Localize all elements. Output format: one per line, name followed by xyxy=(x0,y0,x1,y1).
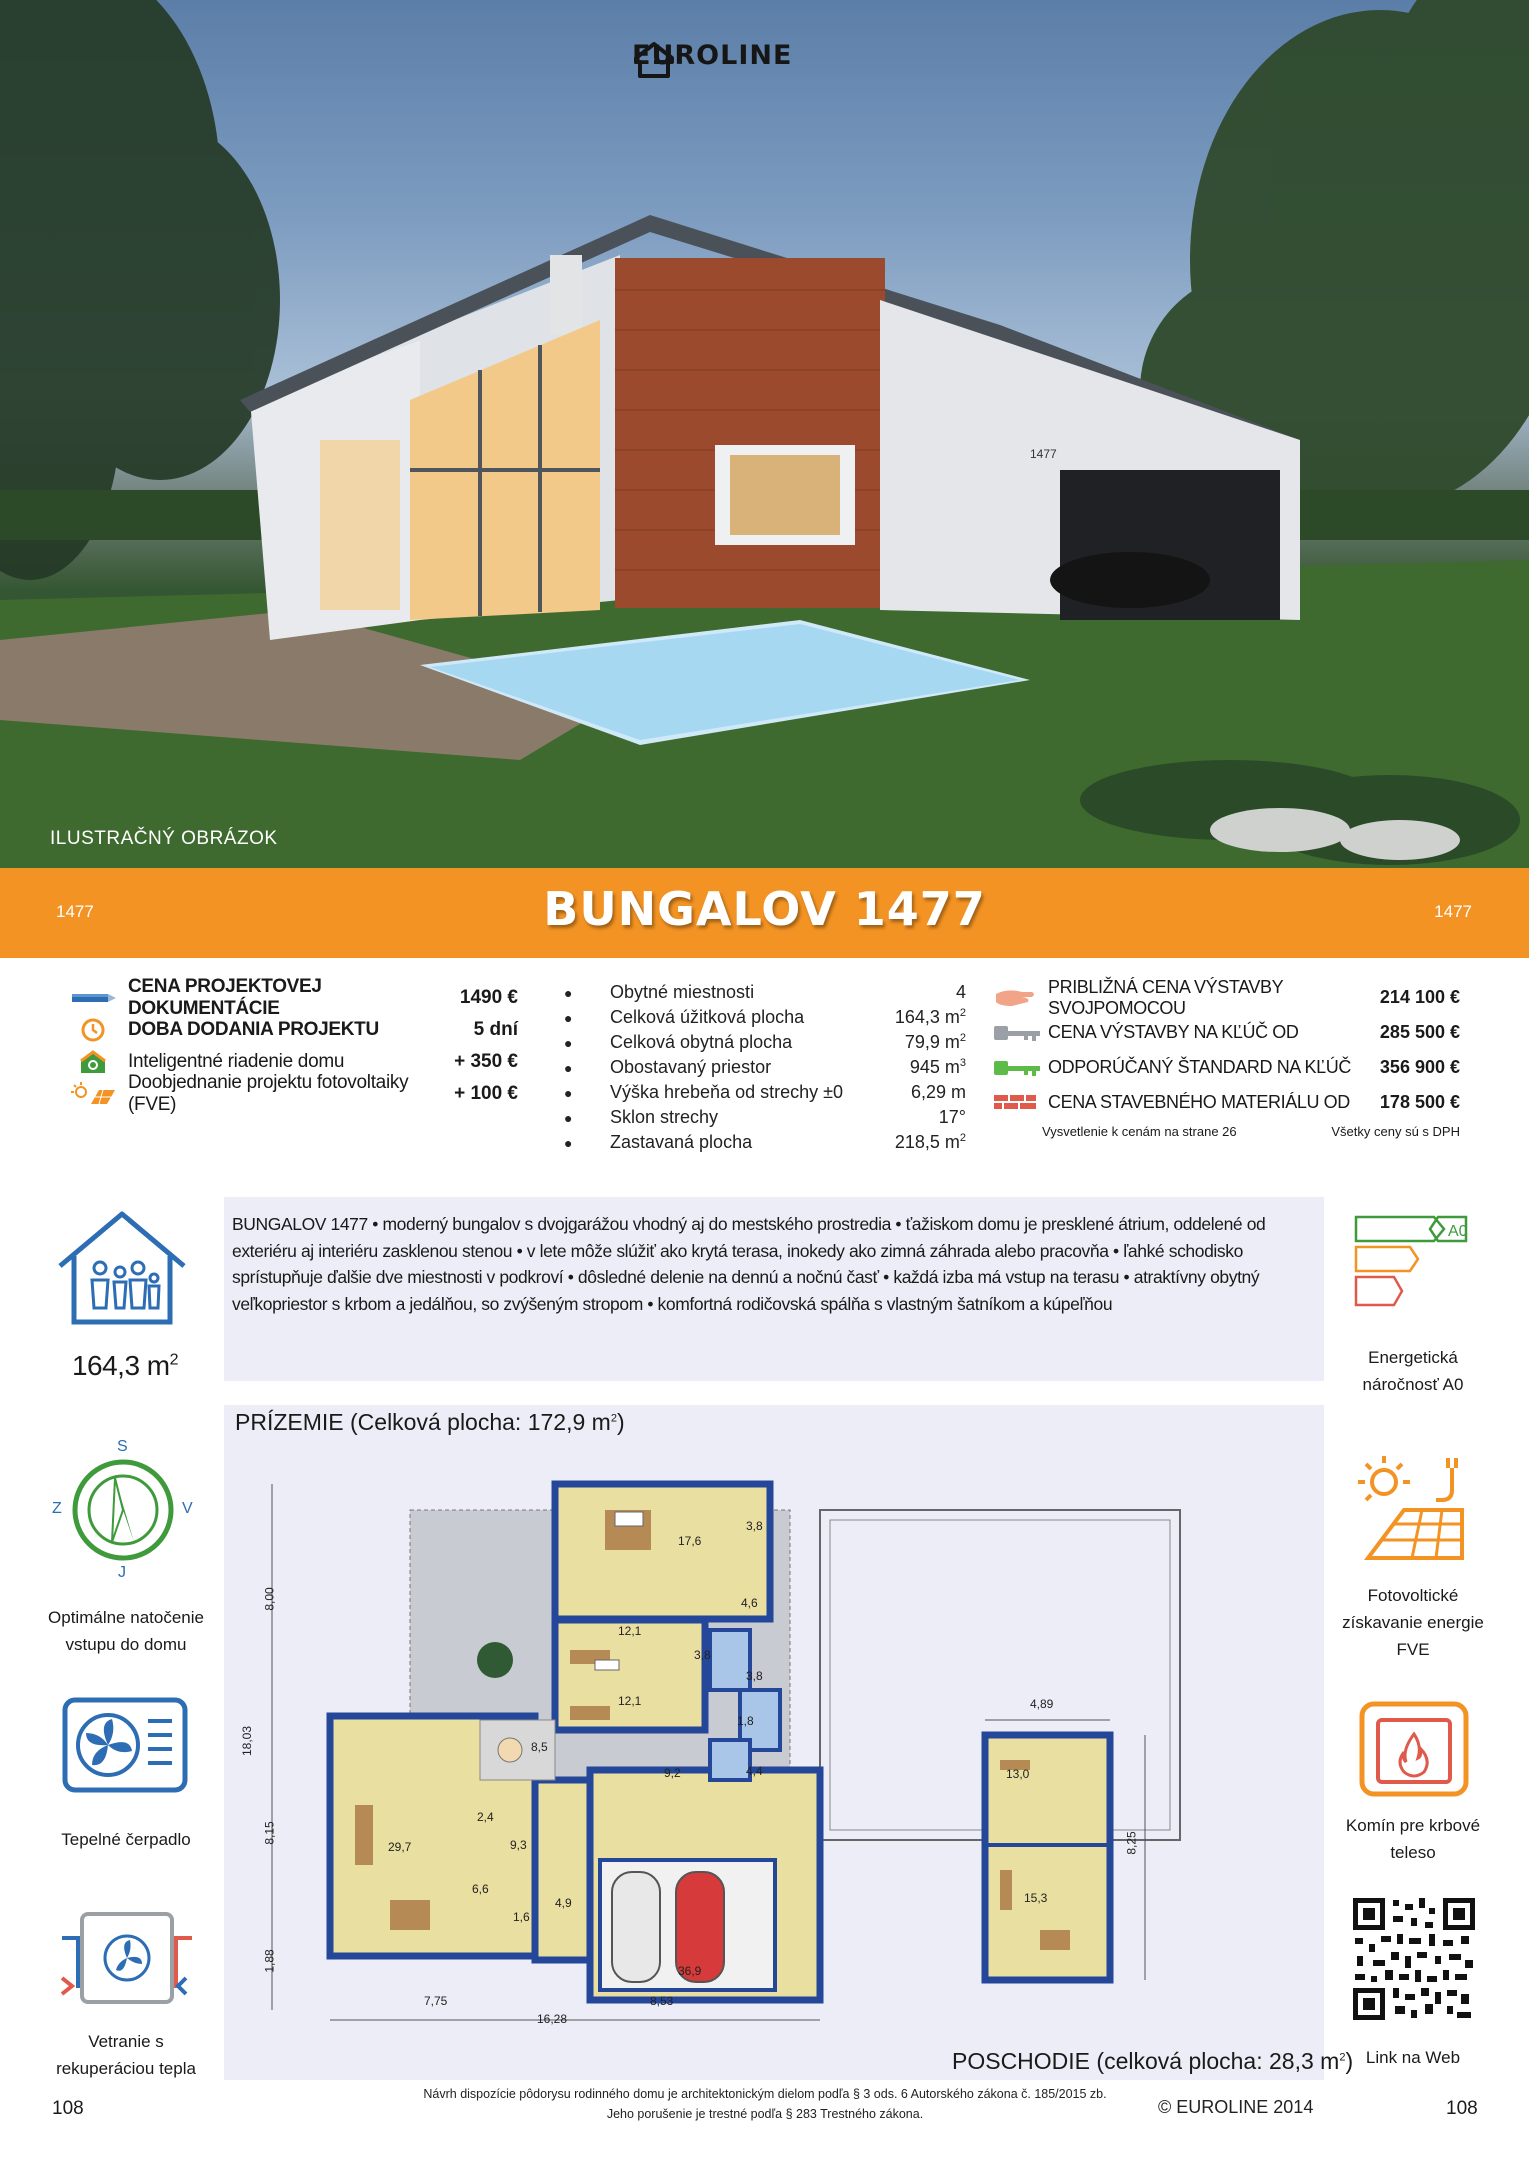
price-notes xyxy=(992,1124,1460,1139)
room-label: 3,8 xyxy=(746,1519,763,1533)
room-label: 4,6 xyxy=(741,1596,758,1610)
ventilation-icon xyxy=(58,1908,196,2008)
room-label: 4,4 xyxy=(746,1764,763,1778)
room-label: 6,6 xyxy=(472,1882,489,1896)
param-row: ● Výška hrebeňa od strechy ±0 6,29 m xyxy=(564,1082,966,1102)
fireplace-caption: Komín pre krbové teleso xyxy=(1345,1816,1481,1862)
compass-icon xyxy=(48,1440,198,1580)
compass-south: J xyxy=(118,1564,126,1581)
qr-code[interactable] xyxy=(1349,1894,1479,2024)
page-number-right: 108 xyxy=(1446,2098,1478,2119)
project-price-list xyxy=(58,976,518,1115)
energy-class-text: A0 xyxy=(1448,1223,1468,1240)
svg-text:1477: 1477 xyxy=(1030,447,1057,461)
delivery-time-row: DOBA DODANIA PROJEKTU 5 dní xyxy=(58,1014,518,1046)
title-band xyxy=(0,868,1529,958)
param-row: ● Obostavaný priestor 945 $m^3$ xyxy=(564,1057,966,1077)
house-family-icon xyxy=(52,1208,192,1330)
hero-image xyxy=(0,0,1529,868)
house-parameters xyxy=(560,980,966,1155)
self-build-price-row: PRIBLIŽNÁ CENA VÝSTAVBY SVOJPOMOCOU 214 100 € xyxy=(992,980,1460,1015)
pencil-icon xyxy=(58,984,128,1012)
param-row: ● Zastavaná plocha 218,5 $m^2$ xyxy=(564,1132,966,1152)
dimension-label: 18,03 xyxy=(240,1725,255,1757)
room-label: 12,1 xyxy=(618,1624,642,1638)
brand-name: EUROLINE xyxy=(632,40,793,71)
room-label: 1,6 xyxy=(513,1910,530,1924)
copyright: © EUROLINE 2014 xyxy=(1158,2097,1314,2117)
heat-pump-icon xyxy=(62,1697,188,1799)
smart-home-row: Inteligentné riadenie domu + 350 € xyxy=(58,1046,518,1078)
turnkey-price-row: CENA VÝSTAVBY NA KĽÚČ OD 285 500 € xyxy=(992,1015,1460,1050)
construction-prices xyxy=(992,976,1460,1139)
param-row: ● Celková obytná plocha 79,9 $m^2$ xyxy=(564,1032,966,1052)
illustration-caption: ILUSTRAČNÝ OBRÁZOK xyxy=(50,828,278,849)
hand-icon xyxy=(992,986,1048,1010)
house-description: BUNGALOV 1477 • moderný bungalov s dvojgarážou vhodný aj do mestského prostredia • ťažiskom domu je presklené átrium, oddelené od exteriéru aj interiéru zasklenou stenou • v lete môže slúžiť ako krytá terasa, inokedy ako zimná záhrada alebo pracovňa • ľahké schodisko sprístupňuje ďalšie dve miestnosti v podkroví • dôsledné delenie na dennú a nočnú časť • každá izba má vstup na terasu • atraktívny obytný veľkopriestor s krbom a jedálňou, so zvýšeným stropom • komfortná rodičovská spálňa s vlastným šatníkom a kúpeľňou xyxy=(224,1197,1324,1381)
smart-home-icon xyxy=(58,1048,128,1076)
param-row: ● Obytné miestnosti 4 xyxy=(564,982,966,1002)
upper-floor-title: POSCHODIE (celková plocha: 28,3 $m^2$) xyxy=(952,2048,1354,2074)
room-label: 8,5 xyxy=(531,1740,548,1754)
dimension-label: 16,28 xyxy=(537,2012,568,2026)
vat-note: Všetky ceny sú s DPH xyxy=(1331,1124,1460,1139)
dimension-label: 8,25 xyxy=(1124,1831,1139,1855)
room-label: 4,9 xyxy=(555,1896,572,1910)
dimension-label: 8,15 xyxy=(262,1821,277,1845)
project-title: BUNGALOV 1477 xyxy=(543,882,986,936)
dimension-label: 1,88 xyxy=(262,1949,277,1973)
param-row: ● Sklon strechy 17° xyxy=(564,1107,966,1127)
dimension-label: 8,53 xyxy=(650,1994,674,2008)
house-logo-icon xyxy=(632,40,676,80)
house-illustration xyxy=(0,0,1529,868)
key-grey-icon xyxy=(992,1021,1048,1045)
dimension-label: 7,75 xyxy=(424,1994,448,2008)
euroline-logo xyxy=(632,40,792,71)
room-label: 29,7 xyxy=(388,1840,412,1854)
compass-west: Z xyxy=(52,1500,62,1517)
room-label: 12,1 xyxy=(618,1694,642,1708)
fireplace-icon xyxy=(1358,1700,1470,1800)
heat-pump-caption: Tepelné čerpadlo xyxy=(61,1830,191,1849)
room-label: 9,3 xyxy=(510,1838,527,1852)
bricks-icon xyxy=(992,1091,1048,1115)
project-code-left: 1477 xyxy=(56,902,94,921)
energy-label-icon xyxy=(1354,1213,1470,1309)
qr-caption: Link na Web xyxy=(1365,2048,1461,2067)
dimension-label: 8,00 xyxy=(262,1587,277,1611)
pv-project-row: Doobjednanie projektu fotovoltaiky (FVE) + 100 € xyxy=(58,1078,518,1110)
room-label: 13,0 xyxy=(1006,1767,1030,1781)
energy-caption: Energetická náročnosť A0 xyxy=(1362,1348,1464,1394)
room-label: 3,8 xyxy=(746,1669,763,1683)
clock-icon xyxy=(58,1016,128,1044)
project-doc-price-row: CENA PROJEKTOVEJ DOKUMENTÁCIE 1490 € xyxy=(58,982,518,1014)
room-label: 1,8 xyxy=(737,1714,754,1728)
usable-area: 164,3 $m^2$ xyxy=(71,1350,179,1381)
param-row: ● Celková úžitková plocha 164,3 $m^2$ xyxy=(564,1007,966,1027)
room-label: 3,8 xyxy=(694,1648,711,1662)
dimension-label: 4,89 xyxy=(1030,1697,1054,1711)
pv-caption: Fotovoltické získavanie energie FVE xyxy=(1342,1586,1484,1659)
material-price-row: CENA STAVEBNÉHO MATERIÁLU OD 178 500 € xyxy=(992,1085,1460,1120)
floor-plan-drawing xyxy=(240,1470,1320,2040)
project-code-right: 1477 xyxy=(1434,902,1472,921)
solar-panel-icon xyxy=(58,1080,128,1108)
room-label: 2,4 xyxy=(477,1810,494,1824)
page-number-left: 108 xyxy=(52,2098,84,2119)
legal-notice: Návrh dispozície pôdorysu rodinného domu je architektonickým dielom podľa § 3 ods. 6 Autorského zákona č. 185/2015 zb. Jeho porušenie je trestné podľa § 283 Trestného zákona. xyxy=(423,2087,1107,2121)
orientation-caption: Optimálne natočenie vstupu do domu xyxy=(48,1608,204,1654)
key-green-icon xyxy=(992,1056,1048,1080)
ventilation-caption: Vetranie s rekuperáciou tepla xyxy=(56,2032,196,2078)
ground-floor-title: PRÍZEMIE (Celková plocha: 172,9 $m^2$) xyxy=(235,1409,625,1435)
compass-east: V xyxy=(182,1500,193,1517)
room-label: 15,3 xyxy=(1024,1891,1048,1905)
compass-north: S xyxy=(117,1438,128,1455)
room-label: 17,6 xyxy=(678,1534,702,1548)
price-explanation-note: Vysvetlenie k cenám na strane 26 xyxy=(1042,1124,1237,1139)
room-label: 36,9 xyxy=(678,1964,702,1978)
compass xyxy=(48,1440,198,1580)
room-label: 9,2 xyxy=(664,1766,681,1780)
photovoltaic-icon xyxy=(1352,1454,1474,1562)
standard-price-row: ODPORÚČANÝ ŠTANDARD NA KĽÚČ 356 900 € xyxy=(992,1050,1460,1085)
